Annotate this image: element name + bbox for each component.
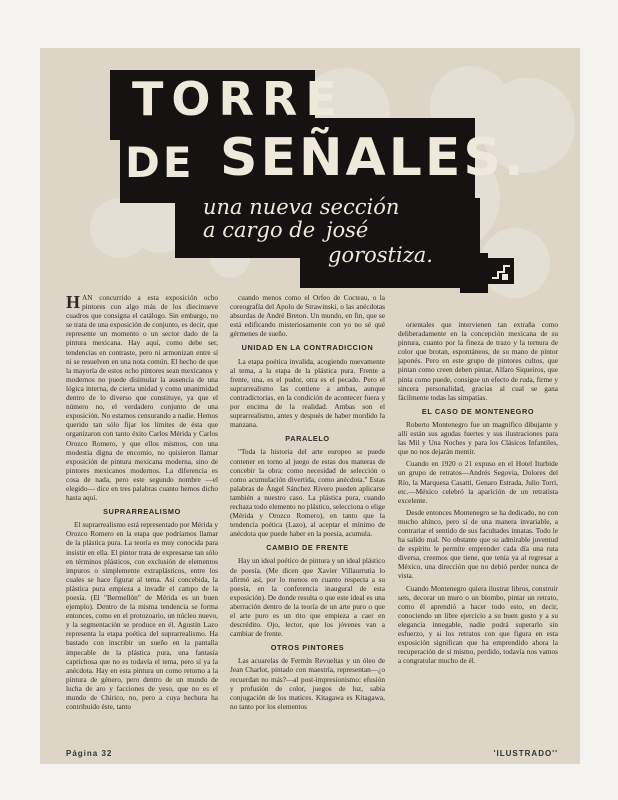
section-heading-suprarrealismo: SUPRARREALISMO <box>103 507 181 517</box>
magazine-page <box>40 48 580 764</box>
author-first-name: josé <box>326 218 369 242</box>
magazine-name: 'ILUSTRADO'' <box>493 749 558 758</box>
section-heading-otros: OTROS PINTORES <box>270 643 345 653</box>
paragraph-montenegro-1: Roberto Montenegro fue un magnífico dibujante y allí están sus agudas fuertes y sus ilustraciones para las Mil y Una Noches y para los Clásicos Infantiles, que no nos dejarán mentir. <box>398 419 558 457</box>
paragraph-orientales: orientales que intervienen tan extraña como deliberadamente en la concepción mexicana de su pintura, cuanto por la fineza de trazo y la ternura de color que brotan, espontáneos, de su mano de pintor japonés. Pero en este grupo de pintores cultos, que pintan como creen deben pintar, Alfaro Siqueiros, que pinta como puede, consigue un efecto de ruda, firme y sincera personalidad, gracias al cual se gana fácilmente todas las simpatías. <box>398 320 558 402</box>
paragraph-paralelo: "Toda la historia del arte europeo se puede contener en torno al juego de estas dos maneras de concebir la obra: como necesidad de selección o como acumulación divertida, como anécdota." Estas palabras de Ángel Sánchez Rivero pueden aplicarse también a nuestro caso. La plástica pura, cuando rechaza todo elemento no plástico, selecciona o elige (Mérida y Orozco Romero), en tanto que la tendencia poética (Lazo), al aceptar el mínimo de anécdota que puede haber en la poesía, acumula. <box>230 447 385 539</box>
title-torre: TORRE <box>132 72 345 126</box>
section-heading-unidad: UNIDAD EN LA CONTRADICCION <box>241 343 374 353</box>
title-senales: SEÑALES. <box>220 128 527 188</box>
stepped-ornament-icon <box>488 258 514 284</box>
article-column-1 <box>66 293 218 743</box>
paragraph-intro: AN concurrido a esta exposición ocho pintores con algo más de los diecinueve cuadros que consigna el catálogo. Sin embargo, no se trata de una exposición de conjunto, es decir, que represente un momento o un sector dado de la pintura mexicana. Hay aquí, como debe ser, tendencias en contraste, pero ni armonizan entre sí ni se resuelven en una nota común. El hecho de que la mayoría de estos ocho pintores sean mexicanos y modernos no puede disimular la ausencia de una lógica interna, de cierta unidad y como unanimidad dentro de lo diverso que constituye, ya que el número no, el verdadero conjunto de una exposición. No estamos censurando a nadie. Hemos querido tan sólo fijar los límites de ésta que organizaron con tanto éxito Carlos Mérida y Carlos Orozco Romero, y que ellos mismos, con una modestia digna de encomio, no quisieron llamar exposición de pintura mexicana moderna, sino de pintores mexicanos modernos. La diferencia es cosa de nada, pero este segundo nombre —el elegido— dice en tres palabras cuanto hemos dicho hasta aquí. <box>66 293 218 503</box>
decor-stair-block <box>460 253 488 293</box>
subtitle-line2: a cargo de <box>203 218 316 242</box>
paragraph-orfeo: cuando menos como el Orfeo de Cocteau, o la coreografía del Apolo de Strawinski, o las anécdotas absurdas de André Breton. Un mundo, en fin, que se está edificando misteriosamente con yo no sé qué gérmenes de sueño. <box>230 293 385 339</box>
section-heading-cambio: CAMBIO DE FRENTE <box>266 543 349 553</box>
paragraph-otros: Las acuarelas de Fermín Revueltas y un óleo de Jean Charlot, pintado con maestría, representan—¿o recuerdan no más?—al post-impresionismo: efusión y profusión de color, juegos de luz, sabia conjugación de los matices. Kitagawa es Kitagawa, no tanto por los elementos <box>230 656 385 711</box>
article-column-3 <box>398 320 558 745</box>
paragraph-cambio: Hay un ideal poético de pintura y un ideal plástico de poesía. (Me dicen que Xavier Villaurrutia lo afirmó así, por lo menos en cuanto respecta a su poesía, en la conferencia inaugural de esta exposición). De donde resulta o que este ideal es una aberración dentro de la teoría de un arte puro o que el arte puro es un rito que empieza a caer en descrédito. Ojo, lector, que los jóvenes van a cambiar de frente. <box>230 556 385 639</box>
paragraph-unidad: La etapa poética invalida, acogiendo nuevamente al tema, a la etapa de la plástica pura. Frente a frente, una, es el pudor, otra es el pecado. Pero el suprarrealismo las contiene a ambas, aunque contradictorias, en la condición de acontecer fuera y por encima de la realidad. Ambas son el suprarrealismo, antes y después de haber mordido la manzana. <box>230 356 385 430</box>
section-heading-montenegro: EL CASO DE MONTENEGRO <box>421 406 535 416</box>
subtitle-line1: una nueva sección <box>203 195 400 219</box>
section-heading-paralelo: PARALELO <box>285 434 330 444</box>
paragraph-montenegro-2: Cuando en 1920 o 21 expuso en el Hotel Iturbide un grupo de retratos—Andrés Segovia, Dolores del Río, la Marquesa Casatti, Genaro Estrada, Julio Torri, etc.—México celebró la aparición de un retratista excelente. <box>398 459 558 505</box>
paragraph-montenegro-4: Cuando Montenegro quiera ilustrar libros, construir sets, decorar un muro o un biombo, pintar un retrato, como él aprendió a hacer todo esto, en decir, conociendo un libre ejercicio a su buen gusto y a su elegancia innegable, nadie podrá superarlo sin esfuerzo, y si los retratos con que figura en esta exposición significan que ha emprendido ahora la recuperación de sí mismo, perdido, todavía nos vamos a congratular mucho de él. <box>398 583 558 666</box>
article-column-2 <box>230 293 385 743</box>
page-number: Página 32 <box>66 749 113 758</box>
author-last-name: gorostiza. <box>328 243 433 267</box>
title-de: DE <box>125 138 195 187</box>
paragraph-suprarrealismo: El suprarrealismo está representado por Mérida y Orozco Romero en la etapa que podríamos llamar de la plástica pura. La teoría es muy conocida para insistir en ella. El pintor trata de expresarse tan sólo en términos plásticos, con exclusión de elementos impuros o simplemente extraplásticos, entre los cuales se hace figurar al tema. Así concebida, la plástica pura empieza a invadir el campo de la poesía. (El "Bermellón" de Mérida es un buen ejemplo). Dentro de la misma tendencia se forma entonces, como en el protozoario, un núcleo nuevo, y la segmentación se produce en él. Agustín Lazo representa la etapa poética del suprarrealismo. Ha bastado con inscribir un sueño en la pantalla impecable de la plástica pura, una fantasía caprichosa que no es todavía el tema, pero sí ya la anécdota. Hay en esta pintura un como retorno a la pintura de género, pero dentro de un mundo de lucha de aro y facciones de yeso, que no es el mundo de Chirico, no, pero a cuya hechura ha contribuido éste, tanto <box>66 520 218 712</box>
paragraph-montenegro-3: Desde entonces Montenegro se ha dedicado, no con mucho ahínco, pero sí de una manera invariable, a contrariar el sentido de sus facultades innatas. Todo le ha salido mal. No obstante que su admirable juventud de espíritu le permite emprender cada día una ruta diversa, creemos que tiene, que tenía ya al regresar a México, una dirección que no debió perder nunca de vista. <box>398 507 558 581</box>
drop-cap: H <box>66 293 81 312</box>
